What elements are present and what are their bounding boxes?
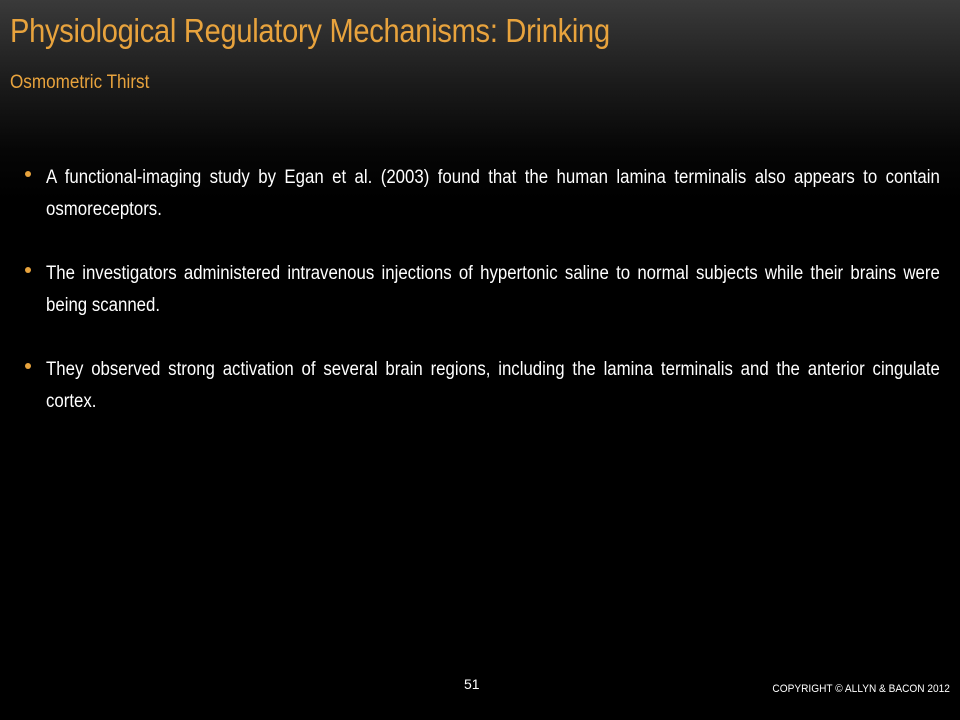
slide-subtitle: Osmometric Thirst [10, 72, 150, 93]
bullet-item [20, 258, 940, 322]
bullet-list [20, 162, 940, 450]
copyright-notice: COPYRIGHT © ALLYN & BACON 2012 [772, 683, 950, 695]
bullet-dot-icon [25, 171, 31, 177]
slide-title: Physiological Regulatory Mechanisms: Drinking [10, 12, 610, 49]
bullet-item [20, 162, 940, 226]
bullet-dot-icon [25, 267, 31, 273]
bullet-text: They observed strong activation of several brain regions, including the lamina terminalis and the anterior cingulate cortex. [46, 359, 940, 412]
page-number: 51 [464, 676, 480, 692]
bullet-text: A functional-imaging study by Egan et al. (2003) found that the human lamina terminalis also appears to contain osmoreceptors. [46, 167, 940, 220]
bullet-dot-icon [25, 363, 31, 369]
bullet-item [20, 354, 940, 418]
bullet-text: The investigators administered intravenous injections of hypertonic saline to normal subjects while their brains were being scanned. [46, 263, 940, 316]
